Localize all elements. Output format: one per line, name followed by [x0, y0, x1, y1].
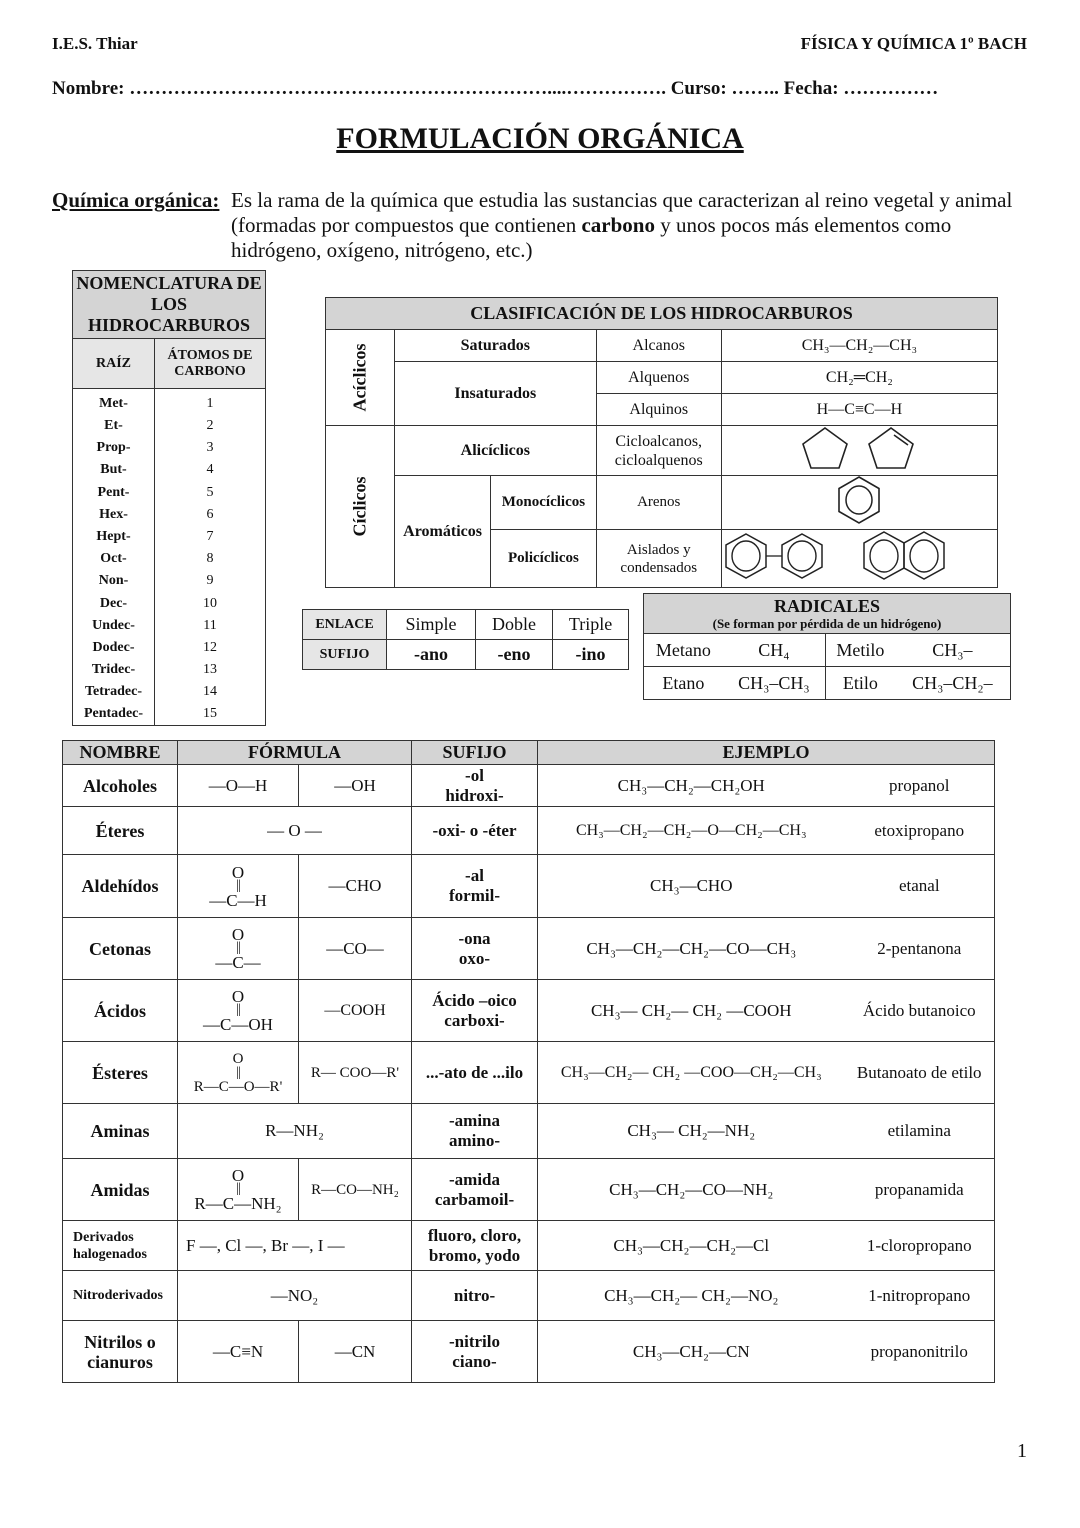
table-row [73, 437, 266, 459]
ejemplo-formula: CH₃—CHO [538, 855, 845, 918]
table-row [63, 1104, 995, 1159]
raiz-cell: Non- [73, 570, 155, 592]
ejemplo-formula: CH₃—CH₂— CH₂ —COO—CH₂—CH₃ [538, 1042, 845, 1104]
enlace-simple: Simple [387, 610, 476, 640]
raiz-cell: But- [73, 459, 155, 481]
formula-chain: —C— [215, 953, 261, 972]
atomos-cell: 10 [155, 593, 266, 615]
alquenos-cell: Alquenos [596, 362, 721, 394]
sufijo-line: -al [465, 866, 484, 885]
col-sufijo: SUFIJO [412, 741, 538, 765]
table-row [73, 570, 266, 592]
atomos-cell: 12 [155, 637, 266, 659]
page-number: 1 [1017, 1440, 1027, 1462]
clasificacion-title: CLASIFICACIÓN DE LOS HIDROCARBUROS [326, 298, 998, 330]
cicloalcanos-cell: Cicloalcanos, cicloalquenos [596, 426, 721, 476]
formula-2: —CN [299, 1321, 412, 1383]
ejemplo-formula: CH₃—CH₂—CO—NH₂ [538, 1159, 845, 1221]
table-row [73, 615, 266, 637]
group-name: Cetonas [63, 918, 178, 980]
table-row [73, 415, 266, 437]
group-name: Ácidos [63, 980, 178, 1042]
double-bond-icon: || [236, 1002, 240, 1017]
student-info-line: Nombre: …………………………………………………………....……………. Curso: …….. Fecha: …………… [52, 78, 939, 99]
saturados-cell: Saturados [394, 330, 596, 362]
raiz-cell: Met- [73, 389, 155, 416]
formula-2: R— COO—R' [299, 1042, 412, 1104]
aciclicos-text: Acíclicos [349, 343, 370, 411]
sufijo-cell [412, 765, 538, 807]
col-ejemplo: EJEMPLO [538, 741, 995, 765]
aislados-cell: Aislados y condensados [596, 530, 721, 588]
table-row [73, 482, 266, 504]
ejemplo-name: 2-pentanona [845, 918, 995, 980]
atomos-cell: 6 [155, 504, 266, 526]
col-nombre: NOMBRE [63, 741, 178, 765]
oxygen-atom: O [232, 1050, 244, 1067]
group-name: Nitrilos o cianuros [63, 1321, 178, 1383]
raiz-cell: Hept- [73, 526, 155, 548]
table-row [73, 659, 266, 681]
oxygen-atom: O [231, 862, 245, 882]
atomos-cell: 4 [155, 459, 266, 481]
benzene-structure [721, 476, 997, 530]
group-name: Amidas [63, 1159, 178, 1221]
enlace-label: ENLACE [303, 610, 387, 640]
ejemplo-name: 1-cloropropano [845, 1221, 995, 1271]
radicales-subtitle: (Se forman por pérdida de un hidrógeno) [712, 615, 942, 631]
table-row [644, 667, 1011, 700]
raiz-cell: Et- [73, 415, 155, 437]
formula-2: —CHO [299, 855, 412, 918]
table-row [63, 1271, 995, 1321]
sufijo-ino: -ino [553, 640, 629, 670]
radical-formula: CH₃–CH₂– [895, 667, 1011, 700]
intro-text-bold: carbono [581, 213, 655, 237]
ejemplo-name: Ácido butanoico [845, 980, 995, 1042]
raiz-cell: Tridec- [73, 659, 155, 681]
sufijo-line: carbamoil- [434, 1189, 515, 1209]
atomos-cell: 8 [155, 548, 266, 570]
ejemplo-formula: CH₃— CH₂— CH₂ —COOH [538, 980, 845, 1042]
alquinos-cell: Alquinos [596, 394, 721, 426]
formula-chain: R—C—NH₂ [194, 1194, 282, 1213]
sufijo-line: carboxi- [444, 1010, 505, 1030]
ejemplo-formula: CH₃—CH₂—CN [538, 1321, 845, 1383]
formula-1: —NO₂ [178, 1271, 412, 1321]
subject-name: FÍSICA Y QUÍMICA 1º BACH [800, 34, 1027, 53]
grupos-funcionales-table [62, 740, 995, 1383]
table-row [73, 637, 266, 659]
formula-chain: —C—H [209, 890, 267, 910]
alcano-name: Metano [644, 634, 723, 667]
formula-1 [178, 918, 299, 980]
sufijo-line: -nitrilo [449, 1331, 500, 1351]
raiz-cell: Dodec- [73, 637, 155, 659]
col-atomos: ÁTOMOS DE CARBONO [155, 339, 266, 389]
table-row [73, 548, 266, 570]
sufijo-ano: -ano [387, 640, 476, 670]
atomos-cell: 1 [155, 389, 266, 416]
double-bond-icon: || [236, 1064, 240, 1080]
raiz-cell: Pentadec- [73, 703, 155, 726]
raiz-cell: Pent- [73, 482, 155, 504]
atomos-cell: 2 [155, 415, 266, 437]
formula-1: R—NH₂ [178, 1104, 412, 1159]
sufijo-line: -ol [465, 765, 484, 785]
polycyclic-structures [721, 530, 997, 588]
sufijo-line: formil- [449, 886, 500, 905]
group-name: Ésteres [63, 1042, 178, 1104]
alcano-formula: CH₃—CH₂—CH₃ [721, 330, 997, 362]
ejemplo-name: etilamina [845, 1104, 995, 1159]
intro-definition [231, 188, 1021, 263]
monociclicos-cell: Monocíclicos [491, 476, 596, 530]
formula-chain: —C—OH [203, 1015, 273, 1034]
sufijo-cell: nitro- [412, 1271, 538, 1321]
col-raiz: RAÍZ [73, 339, 155, 389]
ejemplo-name: etoxipropano [845, 807, 995, 855]
alcano-formula: CH₃–CH₃ [723, 667, 826, 700]
table-row [73, 459, 266, 481]
group-name: Nitroderivados [63, 1271, 178, 1321]
formula-2: —OH [299, 765, 412, 807]
intro-label [52, 188, 219, 213]
table-row [73, 703, 266, 726]
enlace-triple: Triple [553, 610, 629, 640]
atomos-cell: 5 [155, 482, 266, 504]
formula-2: —CO— [299, 918, 412, 980]
atomos-cell: 9 [155, 570, 266, 592]
alcano-formula: CH₄ [723, 634, 826, 667]
sufijo-cell [412, 1321, 538, 1383]
arenos-cell: Arenos [596, 476, 721, 530]
sufijo-line: Ácido –oico [432, 990, 517, 1010]
alcano-name: Etano [644, 667, 723, 700]
cyclo-structures [721, 426, 997, 476]
ejemplo-name: propanamida [845, 1159, 995, 1221]
sufijo-cell: ...-ato de ...ilo [412, 1042, 538, 1104]
table-row [644, 634, 1011, 667]
sufijo-eno: -eno [476, 640, 553, 670]
table-row [73, 526, 266, 548]
col-formula: FÓRMULA [178, 741, 412, 765]
sufijo-line: fluoro, cloro, [427, 1225, 522, 1245]
ejemplo-name: propanol [845, 765, 995, 807]
ejemplo-formula: CH₃—CH₂—CH₂—Cl [538, 1221, 845, 1271]
table-row [63, 765, 995, 807]
sufijo-line: oxo- [458, 948, 491, 968]
oxygen-atom: O [231, 925, 245, 944]
table-row [63, 1321, 995, 1383]
table-row [73, 389, 266, 416]
sufijo-cell [412, 1104, 538, 1159]
sufijo-cell [412, 855, 538, 918]
double-bond-icon: || [236, 940, 240, 955]
intro-label-text: Química orgánica [52, 188, 213, 212]
formula-1 [178, 980, 299, 1042]
raiz-cell: Tetradec- [73, 681, 155, 703]
ejemplo-formula: CH₃—CH₂—CH₂—CO—CH₃ [538, 918, 845, 980]
group-name: Alcoholes [63, 765, 178, 807]
sufijo-label: SUFIJO [303, 640, 387, 670]
formula-chain: R—C—O—R' [193, 1078, 283, 1095]
intro-text-1: Es la rama de la química que estudia las sustancias que caracterizan al reino vegetal y animal (formadas por compuestos que contienen [231, 188, 1013, 237]
radicales-table [643, 593, 1011, 700]
ejemplo-name: Butanoato de etilo [845, 1042, 995, 1104]
radicales-title: RADICALES [773, 595, 881, 616]
atomos-cell: 11 [155, 615, 266, 637]
nomenclatura-table [72, 270, 266, 726]
ciclicos-label [326, 426, 395, 588]
table-row [73, 593, 266, 615]
radical-name: Etilo [826, 667, 895, 700]
sufijo-line: amino- [449, 1131, 500, 1150]
cyclopentane-cyclopentene-icon [769, 426, 949, 470]
oxygen-atom: O [231, 1166, 245, 1185]
enlace-table [302, 609, 629, 670]
formula-1 [178, 1042, 299, 1104]
raiz-cell: Hex- [73, 504, 155, 526]
oxygen-atom: O [231, 987, 245, 1006]
table-row [63, 918, 995, 980]
ejemplo-name: propanonitrilo [845, 1321, 995, 1383]
raiz-cell: Oct- [73, 548, 155, 570]
sufijo-cell [412, 1221, 538, 1271]
ejemplo-formula: CH₃—CH₂— CH₂—NO₂ [538, 1271, 845, 1321]
sufijo-line: hidroxi- [445, 785, 504, 805]
sufijo-line: -amina [449, 1111, 500, 1130]
table-row [63, 1159, 995, 1221]
sufijo-cell [412, 980, 538, 1042]
intro-colon: : [212, 188, 220, 212]
clasificacion-table [325, 297, 998, 588]
benzene-icon [834, 476, 884, 524]
table-row [73, 504, 266, 526]
table-row [63, 807, 995, 855]
sufijo-line: -amida [449, 1169, 500, 1189]
sufijo-cell: -oxi- o -éter [412, 807, 538, 855]
formula-2: R—CO—NH₂ [299, 1159, 412, 1221]
ejemplo-name: etanal [845, 855, 995, 918]
formula-1 [178, 855, 299, 918]
raiz-cell: Undec- [73, 615, 155, 637]
page-title: FORMULACIÓN ORGÁNICA [336, 122, 744, 155]
formula-1 [178, 1159, 299, 1221]
double-bond-icon: || [236, 877, 240, 893]
formula-1: F —, Cl —, Br —, I — [178, 1221, 412, 1271]
double-bond-icon: || [236, 1181, 240, 1196]
formula-1: —O—H [178, 765, 299, 807]
alcanos-cell: Alcanos [596, 330, 721, 362]
atomos-cell: 7 [155, 526, 266, 548]
raiz-cell: Prop- [73, 437, 155, 459]
school-name: I.E.S. Thiar [52, 34, 138, 53]
table-row [63, 1042, 995, 1104]
policiclicos-cell: Policíclicos [491, 530, 596, 588]
group-name: Aldehídos [63, 855, 178, 918]
radicales-header [644, 594, 1011, 634]
atomos-cell: 3 [155, 437, 266, 459]
table-row [63, 1221, 995, 1271]
formula-1: — O — [178, 807, 412, 855]
group-name: Aminas [63, 1104, 178, 1159]
table-row [63, 855, 995, 918]
ejemplo-name: 1-nitropropano [845, 1271, 995, 1321]
aliciclicos-cell: Alicíclicos [394, 426, 596, 476]
table-row [63, 980, 995, 1042]
ciclicos-text: Cíclicos [349, 476, 370, 536]
ejemplo-formula: CH₃— CH₂—NH₂ [538, 1104, 845, 1159]
insaturados-cell: Insaturados [394, 362, 596, 426]
sufijo-line: -ona [458, 928, 491, 948]
table-row [73, 681, 266, 703]
alqueno-formula: CH₂═CH₂ [721, 362, 997, 394]
ejemplo-formula: CH₃—CH₂—CH₂OH [538, 765, 845, 807]
atomos-cell: 15 [155, 703, 266, 726]
group-name: Éteres [63, 807, 178, 855]
alquino-formula: H—C≡C—H [721, 394, 997, 426]
sufijo-cell [412, 1159, 538, 1221]
atomos-cell: 13 [155, 659, 266, 681]
aromaticos-cell: Aromáticos [394, 476, 490, 588]
enlace-doble: Doble [476, 610, 553, 640]
biphenyl-naphthalene-icon [724, 530, 994, 582]
raiz-cell: Dec- [73, 593, 155, 615]
atomos-cell: 14 [155, 681, 266, 703]
aciclicos-label [326, 330, 395, 426]
nomenclatura-title: NOMENCLATURA DE LOS HIDROCARBUROS [73, 271, 266, 339]
sufijo-line: bromo, yodo [428, 1245, 521, 1265]
sufijo-cell [412, 918, 538, 980]
group-name: Derivados halogenados [63, 1221, 178, 1271]
formula-2: —COOH [299, 980, 412, 1042]
intro-text-2: y unos pocos más elementos como hidrógeno, oxígeno, nitrógeno, etc.) [231, 213, 952, 262]
ejemplo-formula: CH₃—CH₂—CH₂—O—CH₂—CH₃ [538, 807, 845, 855]
radical-name: Metilo [826, 634, 895, 667]
radical-formula: CH₃– [895, 634, 1011, 667]
formula-1: —C≡N [178, 1321, 299, 1383]
sufijo-line: ciano- [452, 1351, 497, 1371]
